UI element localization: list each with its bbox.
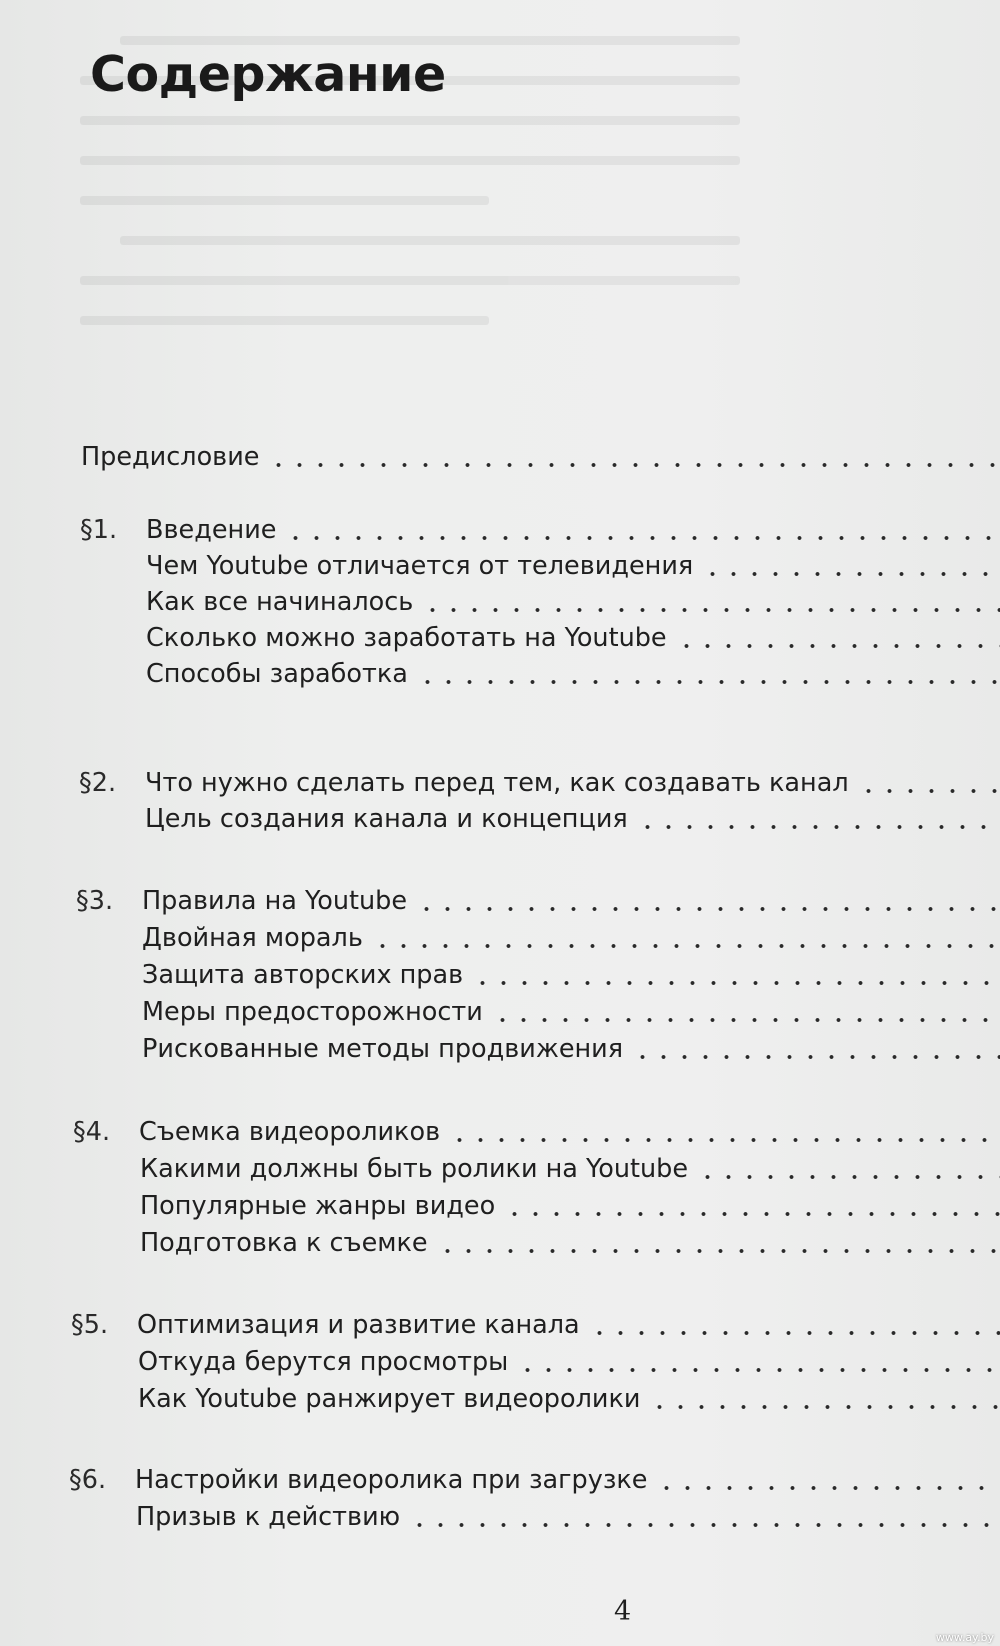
dot-leader	[265, 439, 1000, 475]
dot-leader	[446, 1114, 1000, 1150]
dot-leader	[699, 548, 1000, 584]
toc-section-number: §3.	[76, 886, 114, 916]
dot-leader	[673, 620, 1000, 656]
page-number: 4	[614, 1596, 632, 1627]
dot-leader	[413, 883, 1000, 919]
dot-leader	[406, 1499, 1000, 1535]
dot-leader	[694, 1151, 1000, 1187]
toc-entry-title: Откуда берутся просмотры	[138, 1347, 509, 1377]
toc-entry[interactable]	[73, 1114, 1000, 1150]
toc-entry[interactable]	[145, 801, 1000, 837]
toc-entry[interactable]	[138, 1381, 1000, 1417]
dot-leader	[434, 1225, 1000, 1261]
toc-entry[interactable]	[79, 765, 1000, 801]
toc-entry[interactable]	[140, 1188, 1000, 1224]
watermark: www.ay.by	[935, 1631, 994, 1644]
dot-leader	[414, 656, 1000, 692]
dot-leader	[514, 1344, 1000, 1380]
toc-entry-title: Что нужно сделать перед тем, как создавать канал	[145, 768, 849, 798]
toc-entry[interactable]	[146, 620, 1000, 656]
dot-leader	[469, 957, 1000, 993]
dot-leader	[501, 1188, 1000, 1224]
toc-entry-title: Чем Youtube отличается от телевидения	[146, 551, 694, 581]
dot-leader	[855, 765, 1000, 801]
toc-entry-title: Популярные жанры видео	[140, 1191, 496, 1221]
toc-section-number: §6.	[69, 1465, 107, 1495]
dot-leader	[489, 994, 1000, 1030]
toc-entry[interactable]	[142, 994, 1000, 1030]
toc-entry[interactable]	[76, 883, 1000, 919]
toc-section-number: §1.	[80, 515, 118, 545]
toc-entry-title: Правила на Youtube	[142, 886, 408, 916]
dot-leader	[419, 584, 1000, 620]
page-title: Содержание	[90, 46, 446, 103]
dot-leader	[634, 801, 1000, 837]
toc-section-number: §4.	[73, 1117, 111, 1147]
toc-entry-title: Цель создания канала и концепция	[145, 804, 628, 834]
toc-entry[interactable]	[69, 1462, 1000, 1498]
dot-leader	[586, 1307, 1000, 1343]
toc-entry[interactable]	[142, 1031, 1000, 1067]
toc-entry[interactable]	[146, 656, 1000, 692]
toc-entry-title: Двойная мораль	[142, 923, 363, 953]
toc-section-number: §5.	[71, 1310, 109, 1340]
toc-entry[interactable]	[142, 957, 1000, 993]
toc-entry-title: Способы заработка	[146, 659, 408, 689]
toc-entry-title: Подготовка к съемке	[140, 1228, 428, 1258]
dot-leader	[646, 1381, 1000, 1417]
toc-entry-title: Призыв к действию	[136, 1502, 401, 1532]
toc-entry[interactable]	[146, 584, 1000, 620]
toc-entry-title: Введение	[146, 515, 277, 545]
toc-entry-title: Оптимизация и развитие канала	[137, 1310, 580, 1340]
toc-entry[interactable]	[146, 548, 1000, 584]
toc-entry[interactable]	[138, 1344, 1000, 1380]
dot-leader	[369, 920, 1000, 956]
toc-entry[interactable]	[142, 920, 1000, 956]
toc-entry-title: Какими должны быть ролики на Youtube	[140, 1154, 689, 1184]
toc-entry-title: Меры предосторожности	[142, 997, 483, 1027]
toc-entry-title: Защита авторских прав	[142, 960, 464, 990]
toc-entry-title: Предисловие	[81, 442, 260, 472]
toc-entry[interactable]	[80, 512, 1000, 548]
toc-entry-title: Как все начиналось	[146, 587, 414, 617]
toc-entry-title: Съемка видеороликов	[139, 1117, 441, 1147]
toc-entry[interactable]	[81, 439, 1000, 475]
toc-entry-title: Настройки видеоролика при загрузке	[135, 1465, 648, 1495]
toc-section-number: §2.	[79, 768, 117, 798]
toc-entry[interactable]	[71, 1307, 1000, 1343]
dot-leader	[629, 1031, 1000, 1067]
dot-leader	[282, 512, 1000, 548]
toc-entry-title: Рискованные методы продвижения	[142, 1034, 624, 1064]
toc-entry-title: Сколько можно заработать на Youtube	[146, 623, 667, 653]
toc-entry[interactable]	[136, 1499, 1000, 1535]
toc-entry[interactable]	[140, 1151, 1000, 1187]
toc-entry-title: Как Youtube ранжирует видеоролики	[138, 1384, 641, 1414]
dot-leader	[653, 1462, 1000, 1498]
toc-entry[interactable]	[140, 1225, 1000, 1261]
